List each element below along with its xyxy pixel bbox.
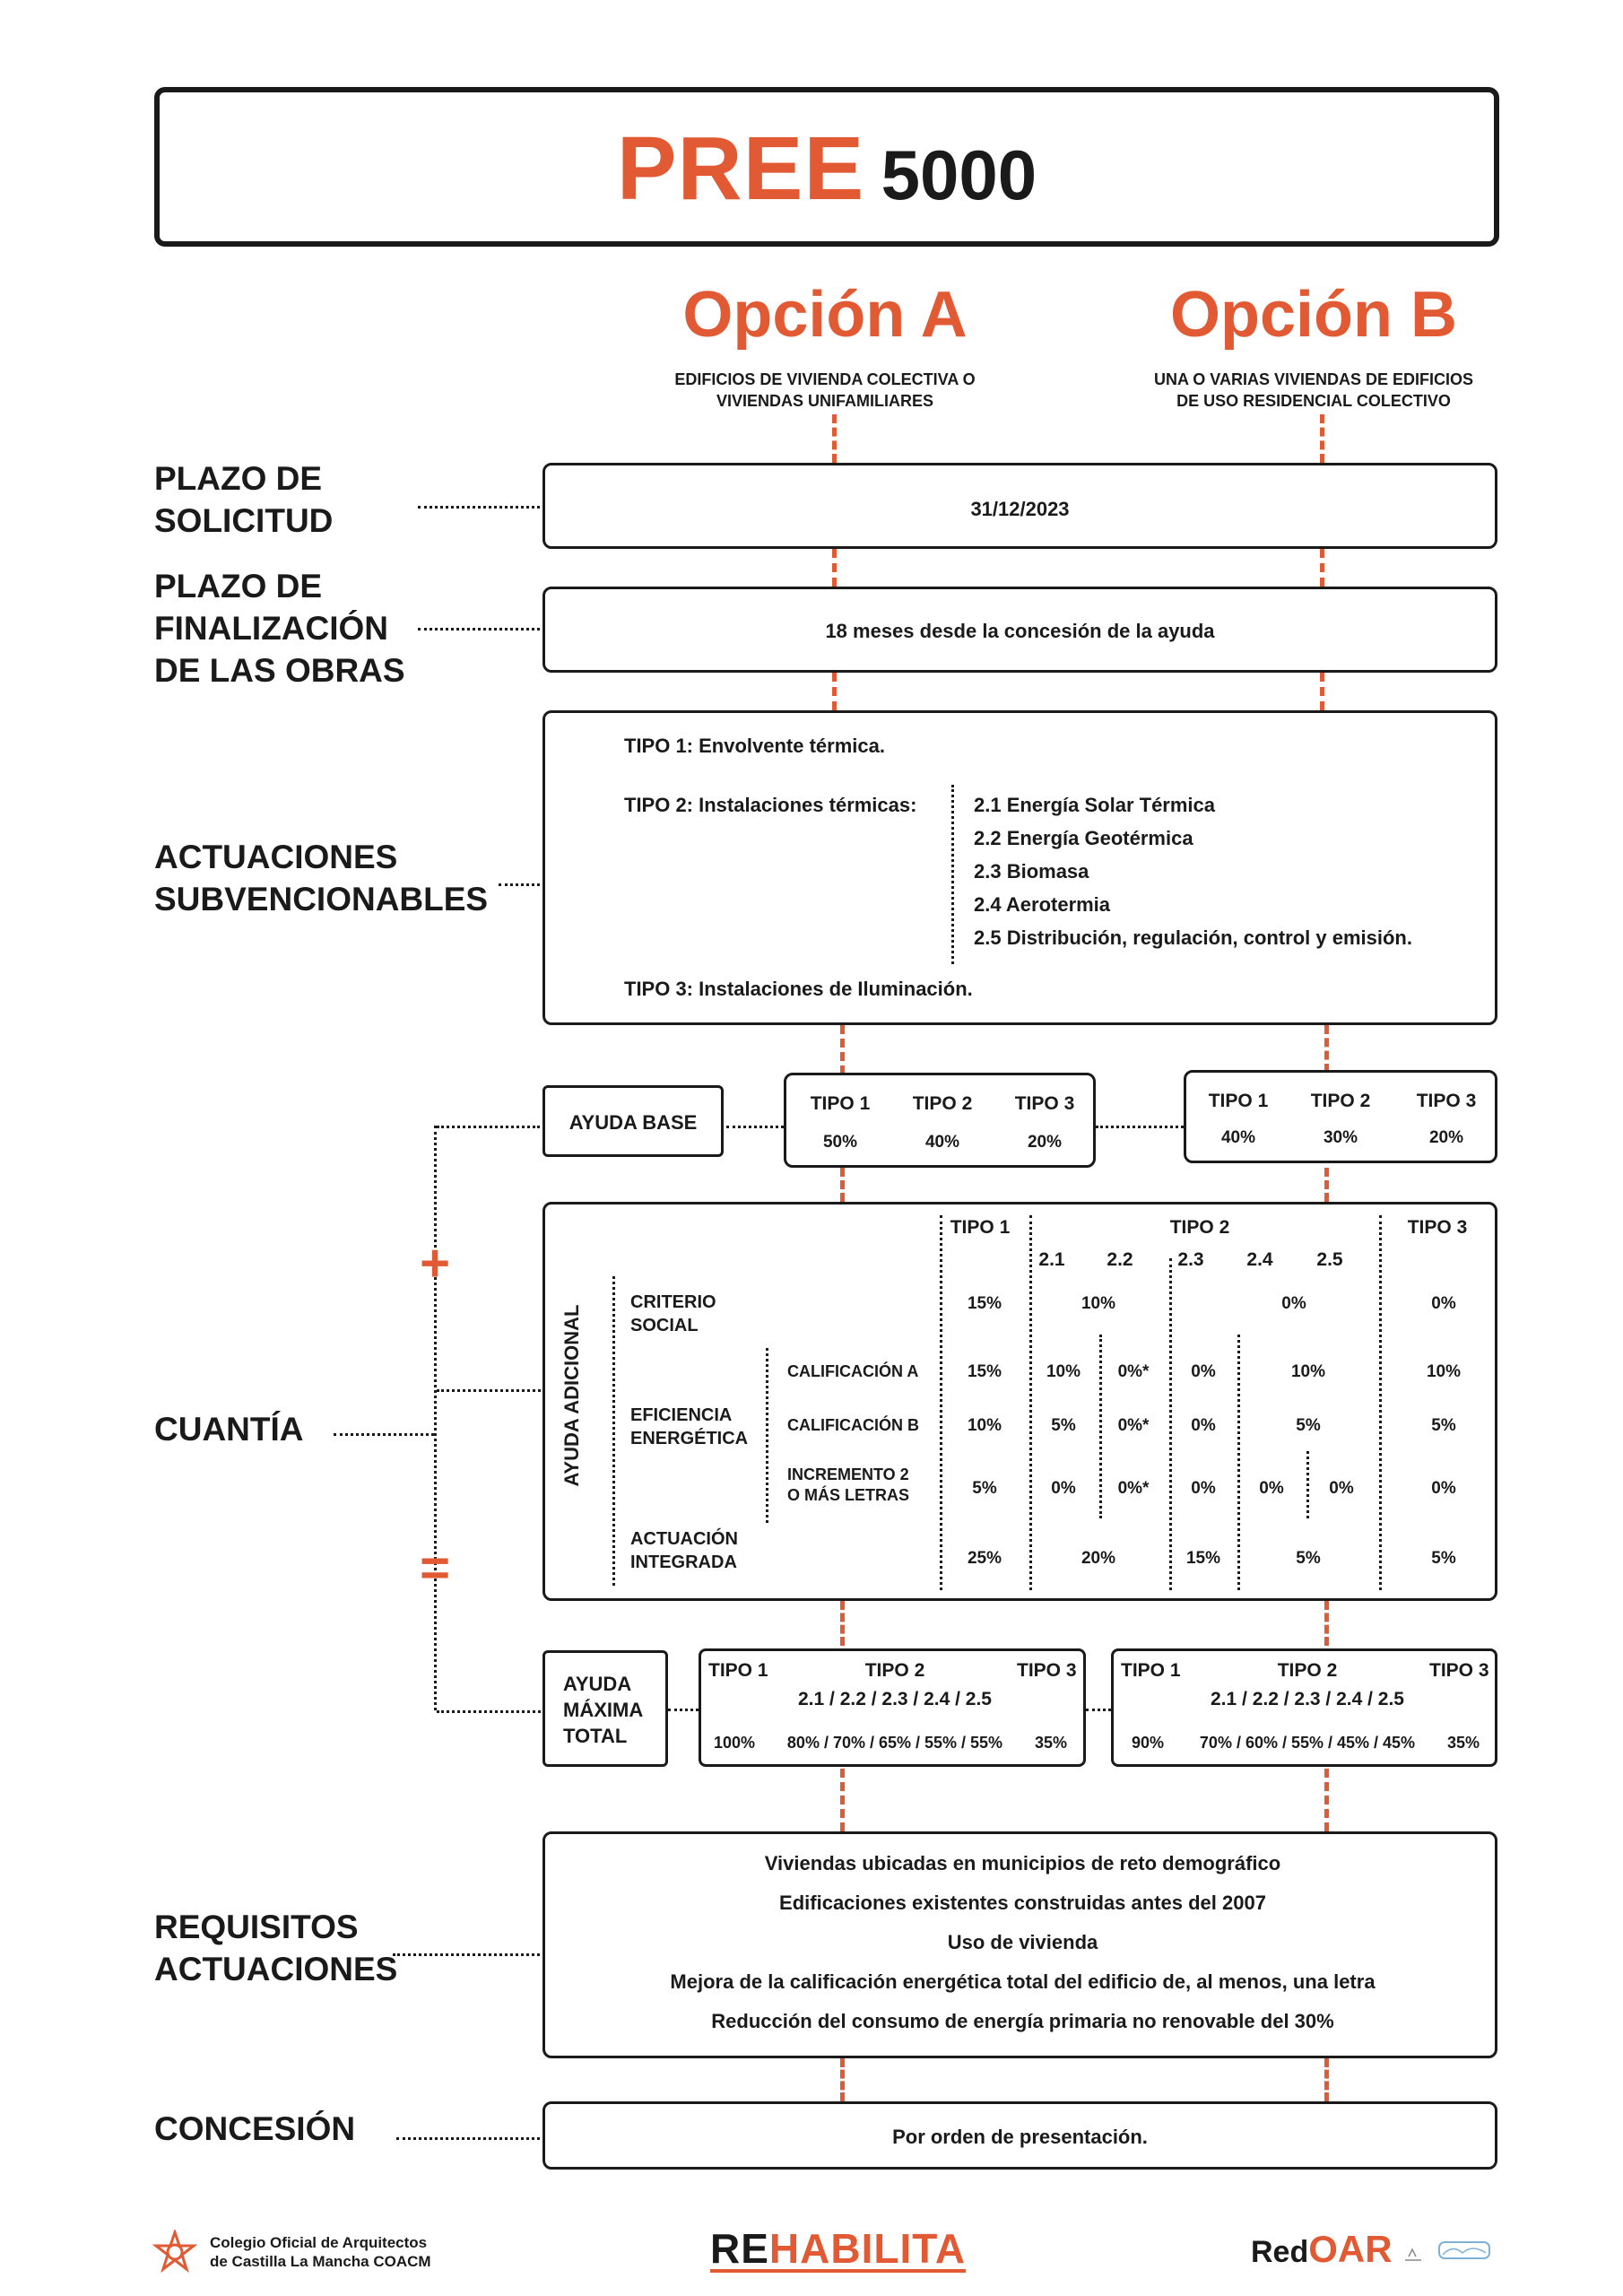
max-b-sub: 2.1 / 2.2 / 2.3 / 2.4 / 2.5 [1211, 1689, 1404, 1709]
tipo2-item-2: 2.2 Energía Geotérmica [974, 827, 1193, 849]
page-title [160, 117, 1494, 221]
criterio-social-label-2: SOCIAL [630, 1316, 699, 1335]
ayuda-base-b-v2: 30% [1323, 1128, 1358, 1147]
equals-sign: = [420, 1539, 450, 1597]
option-b-desc-1: UNA O VARIAS VIVIENDAS DE EDIFICIOS [1153, 370, 1474, 388]
integrada-label [630, 1527, 738, 1574]
concesion-label: CONCESIÓN [154, 2110, 356, 2147]
ayuda-base-a-v2: 40% [924, 1133, 960, 1152]
requisito-3: Uso de vivienda [947, 1931, 1098, 1953]
option-a-title: Opción A [682, 279, 968, 351]
requisitos-label-2: ACTUACIONES [154, 1951, 398, 1987]
coacm-line-1: Colegio Oficial de Arquitectos [210, 2234, 428, 2251]
calif-b-245: 5% [1296, 1416, 1321, 1435]
max-a-t3: 35% [1035, 1734, 1068, 1752]
concesion-box [542, 2101, 1497, 2170]
incr-24: 0% [1259, 1479, 1284, 1498]
actuaciones-label-1: ACTUACIONES [154, 839, 398, 875]
connector-a-3 [832, 673, 837, 710]
ayuda-base-b-h3: TIPO 3 [1416, 1091, 1477, 1111]
connector-b-6 [1324, 1601, 1329, 1646]
option-a-desc-2: VIVIENDAS UNIFAMILIARES [716, 392, 934, 410]
incr-23: 0% [1191, 1479, 1216, 1498]
criterio-social-t2a: 10% [1081, 1294, 1116, 1313]
coacm-text [210, 2233, 431, 2271]
cuantia-to-adicional [437, 1389, 541, 1392]
divider-tipo3-left [1379, 1215, 1382, 1590]
redoar-mark [1403, 2237, 1493, 2264]
redoar-logo [1251, 2228, 1393, 2271]
option-b-title: Opción B [1170, 279, 1457, 351]
ayuda-maxima-a-to-b [1086, 1709, 1111, 1711]
redoar-red: Red [1251, 2235, 1309, 2269]
criterio-social-label [630, 1291, 716, 1337]
cuantia-label: CUANTÍA [154, 1411, 304, 1448]
connector-b-1 [1320, 414, 1324, 463]
plazo-solicitud-box [542, 463, 1497, 549]
eficiencia-label [630, 1404, 748, 1450]
col-tipo1: TIPO 1 [950, 1217, 1011, 1238]
max-a-tipo3: TIPO 3 [1017, 1660, 1077, 1681]
concesion-leader [396, 2137, 540, 2140]
connector-b-5 [1324, 1168, 1329, 1202]
option-b-desc-2: DE USO RESIDENCIAL COLECTIVO [1176, 392, 1451, 410]
ayuda-base-b-h1: TIPO 1 [1208, 1091, 1269, 1111]
ayuda-maxima-label-box [542, 1650, 668, 1767]
requisito-2: Edificaciones existentes construidas antes del 2007 [779, 1892, 1266, 1914]
ayuda-maxima-to-a [668, 1709, 699, 1711]
requisitos-label-1: REQUISITOS [154, 1909, 359, 1945]
ayuda-base-a-v1: 50% [822, 1133, 858, 1152]
calif-a-23: 0% [1191, 1362, 1216, 1381]
integrada-tipo1: 25% [967, 1549, 1002, 1568]
plazo-finalizacion-label-3: DE LAS OBRAS [154, 652, 405, 689]
tipo2-item-5: 2.5 Distribución, regulación, control y emisión. [974, 926, 1412, 949]
max-b-tipo3: TIPO 3 [1429, 1660, 1489, 1681]
calif-a-tipo3: 10% [1426, 1362, 1462, 1381]
requisito-5: Reducción del consumo de energía primaria no renovable del 30% [711, 2010, 1334, 2032]
col-2-2: 2.2 [1107, 1249, 1133, 1270]
ayuda-base-b-v1: 40% [1220, 1128, 1256, 1147]
calificacion-b-label: CALIFICACIÓN B [787, 1416, 919, 1434]
max-b-t2: 70% / 60% / 55% / 45% / 45% [1199, 1734, 1416, 1752]
ayuda-base-a-to-b [1096, 1126, 1184, 1128]
ayuda-base-b-v3: 20% [1428, 1128, 1464, 1147]
calif-a-22: 0%* [1117, 1362, 1150, 1381]
actuaciones-label-2: SUBVENCIONABLES [154, 881, 489, 918]
coacm-star-icon [152, 2230, 197, 2274]
integrada-label-2: INTEGRADA [630, 1552, 737, 1572]
rehabilita-re: RE [710, 2225, 769, 2272]
actuaciones-box [542, 710, 1497, 1025]
plazo-finalizacion-box [542, 587, 1497, 673]
incremento-label-2: O MÁS LETRAS [787, 1486, 910, 1504]
max-a-sub: 2.1 / 2.2 / 2.3 / 2.4 / 2.5 [798, 1689, 992, 1709]
criterio-social-t2b: 0% [1281, 1294, 1306, 1313]
max-b-tipo1: TIPO 1 [1121, 1660, 1181, 1681]
requisitos-leader [393, 1953, 540, 1956]
ayuda-maxima-label-3: TOTAL [563, 1725, 628, 1747]
plazo-finalizacion-leader [418, 628, 540, 631]
requisito-4: Mejora de la calificación energética total del edificio de, al menos, una letra [670, 1970, 1376, 1993]
actuaciones-tipo3: TIPO 3: Instalaciones de Iluminación. [624, 978, 973, 1000]
eficiencia-label-1: EFICIENCIA [630, 1405, 733, 1425]
ayuda-maxima-label [563, 1671, 643, 1749]
plazo-solicitud-label-2: SOLICITUD [154, 502, 334, 539]
max-b-t3: 35% [1447, 1734, 1480, 1752]
incremento-label-1: INCREMENTO 2 [787, 1465, 909, 1483]
ayuda-maxima-a-box [699, 1648, 1086, 1767]
actuaciones-leader [499, 883, 540, 886]
rehabilita-habilita: HABILITA [768, 2225, 967, 2272]
calif-a-tipo1: 15% [967, 1362, 1002, 1381]
divider-tipo1-left [940, 1215, 942, 1590]
ayuda-base-label: AYUDA BASE [568, 1111, 698, 1134]
plazo-solicitud-leader [418, 506, 540, 509]
max-a-t1: 100% [714, 1734, 756, 1752]
connector-a-5 [840, 1168, 845, 1202]
integrada-t2b: 5% [1296, 1549, 1321, 1568]
tipo2-item-4: 2.4 Aerotermia [974, 893, 1111, 916]
ayuda-base-a-v3: 20% [1027, 1133, 1063, 1152]
connector-a-6 [840, 1601, 845, 1646]
ayuda-base-label-box [542, 1085, 724, 1157]
ayuda-base-to-a [726, 1126, 784, 1128]
calif-b-23: 0% [1191, 1416, 1216, 1435]
ayuda-base-left-leader [437, 1126, 540, 1128]
connector-b-2 [1320, 549, 1324, 587]
calif-a-245: 10% [1290, 1362, 1326, 1381]
col-tipo3: TIPO 3 [1407, 1217, 1468, 1238]
actuaciones-tipo2-divider [951, 785, 954, 964]
plus-sign: + [420, 1234, 450, 1292]
col-2-4: 2.4 [1246, 1249, 1273, 1270]
option-a-desc-1: EDIFICIOS DE VIVIENDA COLECTIVA O [674, 370, 976, 388]
plazo-solicitud-label [154, 457, 333, 542]
tipo2-item-3: 2.3 Biomasa [974, 860, 1089, 883]
connector-a-1 [832, 414, 837, 463]
connector-b-3 [1320, 673, 1324, 710]
redoar-oar: OAR [1308, 2228, 1393, 2270]
ayuda-base-b-box [1184, 1070, 1497, 1163]
integrada-t2a: 20% [1081, 1549, 1116, 1568]
ayuda-base-a-box [784, 1073, 1096, 1168]
title-box [154, 87, 1499, 247]
incr-21: 0% [1051, 1479, 1076, 1498]
requisito-1: Viviendas ubicadas en municipios de reto demográfico [764, 1852, 1281, 1874]
actuaciones-label [154, 836, 488, 920]
ayuda-maxima-label-1: AYUDA [563, 1673, 632, 1695]
max-a-t2: 80% / 70% / 65% / 55% / 55% [786, 1734, 1003, 1752]
incr-tipo3: 0% [1431, 1479, 1456, 1498]
col-tipo2: TIPO 2 [1169, 1217, 1230, 1238]
plazo-finalizacion-label [154, 565, 405, 691]
col-2-3: 2.3 [1177, 1249, 1204, 1270]
eficiencia-label-2: ENERGÉTICA [630, 1429, 749, 1448]
coacm-line-2: de Castilla La Mancha [210, 2253, 369, 2270]
ayuda-base-a-h2: TIPO 2 [912, 1093, 973, 1114]
plazo-finalizacion-label-1: PLAZO DE [154, 568, 323, 604]
title-main: PREE [616, 118, 865, 219]
criterio-social-tipo3: 0% [1431, 1294, 1456, 1313]
integrada-label-1: ACTUACIÓN [630, 1529, 738, 1549]
ayuda-maxima-label-2: MÁXIMA [563, 1699, 644, 1721]
connector-a-2 [832, 549, 837, 587]
coacm-abbr: COACM [373, 2253, 431, 2270]
calificacion-a-label: CALIFICACIÓN A [787, 1362, 919, 1380]
concesion-value: Por orden de presentación. [892, 2126, 1148, 2148]
cuantia-to-maxima [437, 1710, 541, 1713]
ayuda-maxima-b-box [1111, 1648, 1497, 1767]
tipo2-item-1: 2.1 Energía Solar Térmica [974, 794, 1216, 816]
actuaciones-tipo1: TIPO 1: Envolvente térmica. [624, 735, 885, 757]
plazo-finalizacion-label-2: FINALIZACIÓN [154, 610, 389, 647]
actuaciones-tipo2: TIPO 2: Instalaciones térmicas: [624, 794, 917, 816]
ayuda-base-a-h3: TIPO 3 [1014, 1093, 1075, 1114]
incremento-label [787, 1465, 909, 1506]
integrada-t23: 15% [1185, 1549, 1221, 1568]
calif-b-tipo3: 5% [1431, 1416, 1456, 1435]
coacm-logo [152, 2230, 197, 2274]
connector-b-7 [1324, 1769, 1329, 1831]
ayuda-adicional-box [542, 1202, 1497, 1601]
incr-25: 0% [1329, 1479, 1354, 1498]
plazo-solicitud-label-1: PLAZO DE [154, 460, 323, 497]
max-a-tipo2: TIPO 2 [864, 1660, 925, 1681]
divider-tipo1-right [1029, 1215, 1032, 1590]
plazo-solicitud-value: 31/12/2023 [970, 498, 1070, 520]
cuantia-leader [334, 1433, 434, 1436]
plazo-finalizacion-value: 18 meses desde la concesión de la ayuda [825, 620, 1215, 642]
redoar-emblem-icon [1403, 2237, 1493, 2264]
ayuda-base-b-h2: TIPO 2 [1310, 1091, 1371, 1111]
max-b-tipo2: TIPO 2 [1277, 1660, 1338, 1681]
calif-b-22: 0%* [1117, 1416, 1150, 1435]
requisitos-box [542, 1831, 1497, 2058]
connector-a-8 [840, 2058, 845, 2101]
ayuda-adicional-vertical-label: AYUDA ADICIONAL [560, 1304, 583, 1487]
max-b-t1: 90% [1132, 1734, 1165, 1752]
integrada-tipo3: 5% [1431, 1549, 1456, 1568]
calif-b-21: 5% [1051, 1416, 1076, 1435]
calif-b-tipo1: 10% [967, 1416, 1002, 1435]
requisitos-label [154, 1906, 397, 1990]
connector-b-8 [1324, 2058, 1329, 2101]
calif-a-21: 10% [1046, 1362, 1081, 1381]
rehabilita-logo [710, 2224, 966, 2273]
cuantia-bracket [434, 1126, 437, 1710]
col-2-5: 2.5 [1316, 1249, 1343, 1270]
label-divider [612, 1276, 615, 1586]
criterio-social-label-1: CRITERIO [630, 1292, 716, 1312]
criterio-social-tipo1: 15% [967, 1294, 1002, 1313]
connector-a-7 [840, 1769, 845, 1831]
connector-a-4 [840, 1025, 845, 1074]
connector-b-4 [1324, 1025, 1329, 1073]
title-number: 5000 [881, 135, 1037, 214]
incr-tipo1: 5% [972, 1479, 997, 1498]
col-2-1: 2.1 [1038, 1249, 1065, 1270]
incr-22: 0%* [1117, 1479, 1150, 1498]
divider-eficiencia-sub [766, 1348, 768, 1523]
ayuda-base-a-h1: TIPO 1 [810, 1093, 871, 1114]
max-a-tipo1: TIPO 1 [708, 1660, 768, 1681]
